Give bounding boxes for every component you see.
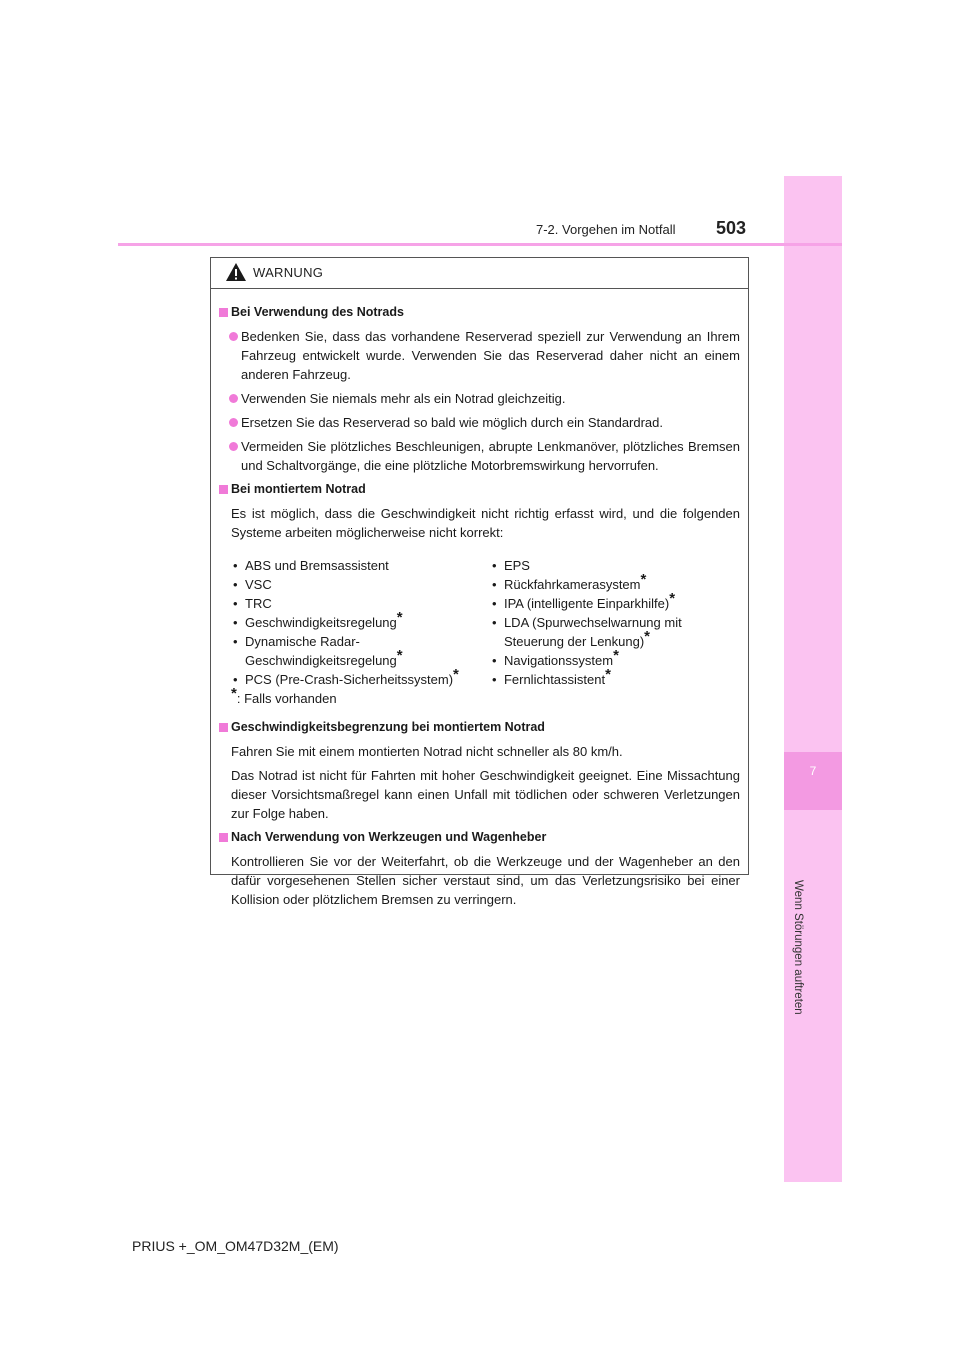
system-item: • EPS: [490, 556, 740, 575]
warning-body: [211, 289, 748, 909]
chapter-number-tab: [784, 752, 842, 810]
asterisk-mark: *: [613, 647, 619, 664]
section-heading-geschwindigkeit: Geschwindigkeitsbegrenzung bei montiertem Notrad: [219, 718, 740, 737]
paragraph: Kontrollieren Sie vor der Weiterfahrt, ob die Werkzeuge und der Wagenheber an den dafür vorgesehenen Stellen sicher verstaut sind, um das Verletzungsrisiko bei einer Kollision oder plötzlichem Bremsen zu verringern.: [231, 854, 740, 907]
asterisk-mark: *: [669, 590, 676, 607]
paragraph: Es ist möglich, dass die Geschwindigkeit nicht richtig erfasst wird, und die folgenden Systeme arbeiten möglicherweise nicht korrekt:: [231, 506, 740, 540]
system-item: • PCS (Pre-Crash-Sicherheitssystem)*: [231, 670, 486, 689]
asterisk-mark: *: [231, 685, 237, 702]
warning-triangle-icon: [225, 262, 247, 282]
systems-column-left: [231, 556, 486, 689]
systems-column-right: [490, 556, 740, 689]
system-item: • Dynamische Radar-Geschwindigkeitsregelung*: [231, 632, 486, 670]
system-item: • TRC: [231, 594, 486, 613]
asterisk-mark: *: [396, 609, 403, 626]
system-item: • LDA (Spurwechselwarnung mit Steuerung der Lenkung)*: [490, 613, 740, 651]
section-heading-montiert: Bei montiertem Notrad: [219, 480, 740, 499]
paragraph: Fahren Sie mit einem montierten Notrad nicht schneller als 80 km/h.: [231, 744, 623, 759]
page-number: 503: [716, 218, 747, 238]
asterisk-mark: *: [640, 571, 647, 588]
system-item: • Fernlichtassistent*: [490, 670, 740, 689]
bullet-item: Vermeiden Sie plötzliches Beschleunigen, abrupte Lenkmanöver, plötzliches Bremsen und Schaltvorgänge, die eine plötzliche Motorbremswirkung hervorrufen.: [219, 437, 740, 475]
warning-header: [211, 258, 748, 289]
system-item: • Navigationssystem*: [490, 651, 740, 670]
bullet-item: Bedenken Sie, dass das vorhandene Reserverad speziell zur Verwendung an Ihrem Fahrzeug entwickelt wurde. Verwenden Sie das Reserverad daher nicht an einem anderen Fahrzeug.: [219, 327, 740, 384]
asterisk-mark: *: [644, 628, 651, 645]
system-item: • Rückfahrkamerasystem*: [490, 575, 740, 594]
system-item: • VSC: [231, 575, 486, 594]
footnote: *: Falls vorhanden: [231, 685, 337, 706]
paragraph: Das Notrad ist nicht für Fahrten mit hoher Geschwindigkeit geeignet. Eine Missachtung dieser Vorsichtsmaßregel kann einen Unfall mit tödlichen oder schweren Verletzungen zur Folge haben.: [231, 768, 740, 821]
bullet-item: Verwenden Sie niemals mehr als ein Notrad gleichzeitig.: [219, 389, 740, 408]
chapter-number: 7: [809, 764, 817, 778]
asterisk-mark: *: [605, 666, 611, 683]
section-heading-notrad: Bei Verwendung des Notrads: [219, 303, 740, 322]
chapter-title: Wenn Störungen auftreten: [792, 880, 804, 1015]
section-title: 7-2. Vorgehen im Notfall: [536, 222, 676, 237]
bullet-item: Ersetzen Sie das Reserverad so bald wie möglich durch ein Standardrad.: [219, 413, 740, 432]
warning-title: WARNUNG: [253, 265, 324, 280]
header-rule: [118, 243, 842, 246]
asterisk-mark: *: [396, 647, 403, 664]
warning-box: [210, 257, 749, 907]
systems-list: [219, 556, 740, 689]
asterisk-mark: *: [453, 666, 459, 683]
system-item: • ABS und Bremsassistent: [231, 556, 486, 575]
system-item: • Geschwindigkeitsregelung*: [231, 613, 486, 632]
system-item: • IPA (intelligente Einparkhilfe)*: [490, 594, 740, 613]
section-heading-werkzeuge: Nach Verwendung von Werkzeugen und Wagenheber: [219, 828, 740, 847]
document-code: PRIUS +_OM_OM47D32M_(EM): [132, 1238, 339, 1254]
